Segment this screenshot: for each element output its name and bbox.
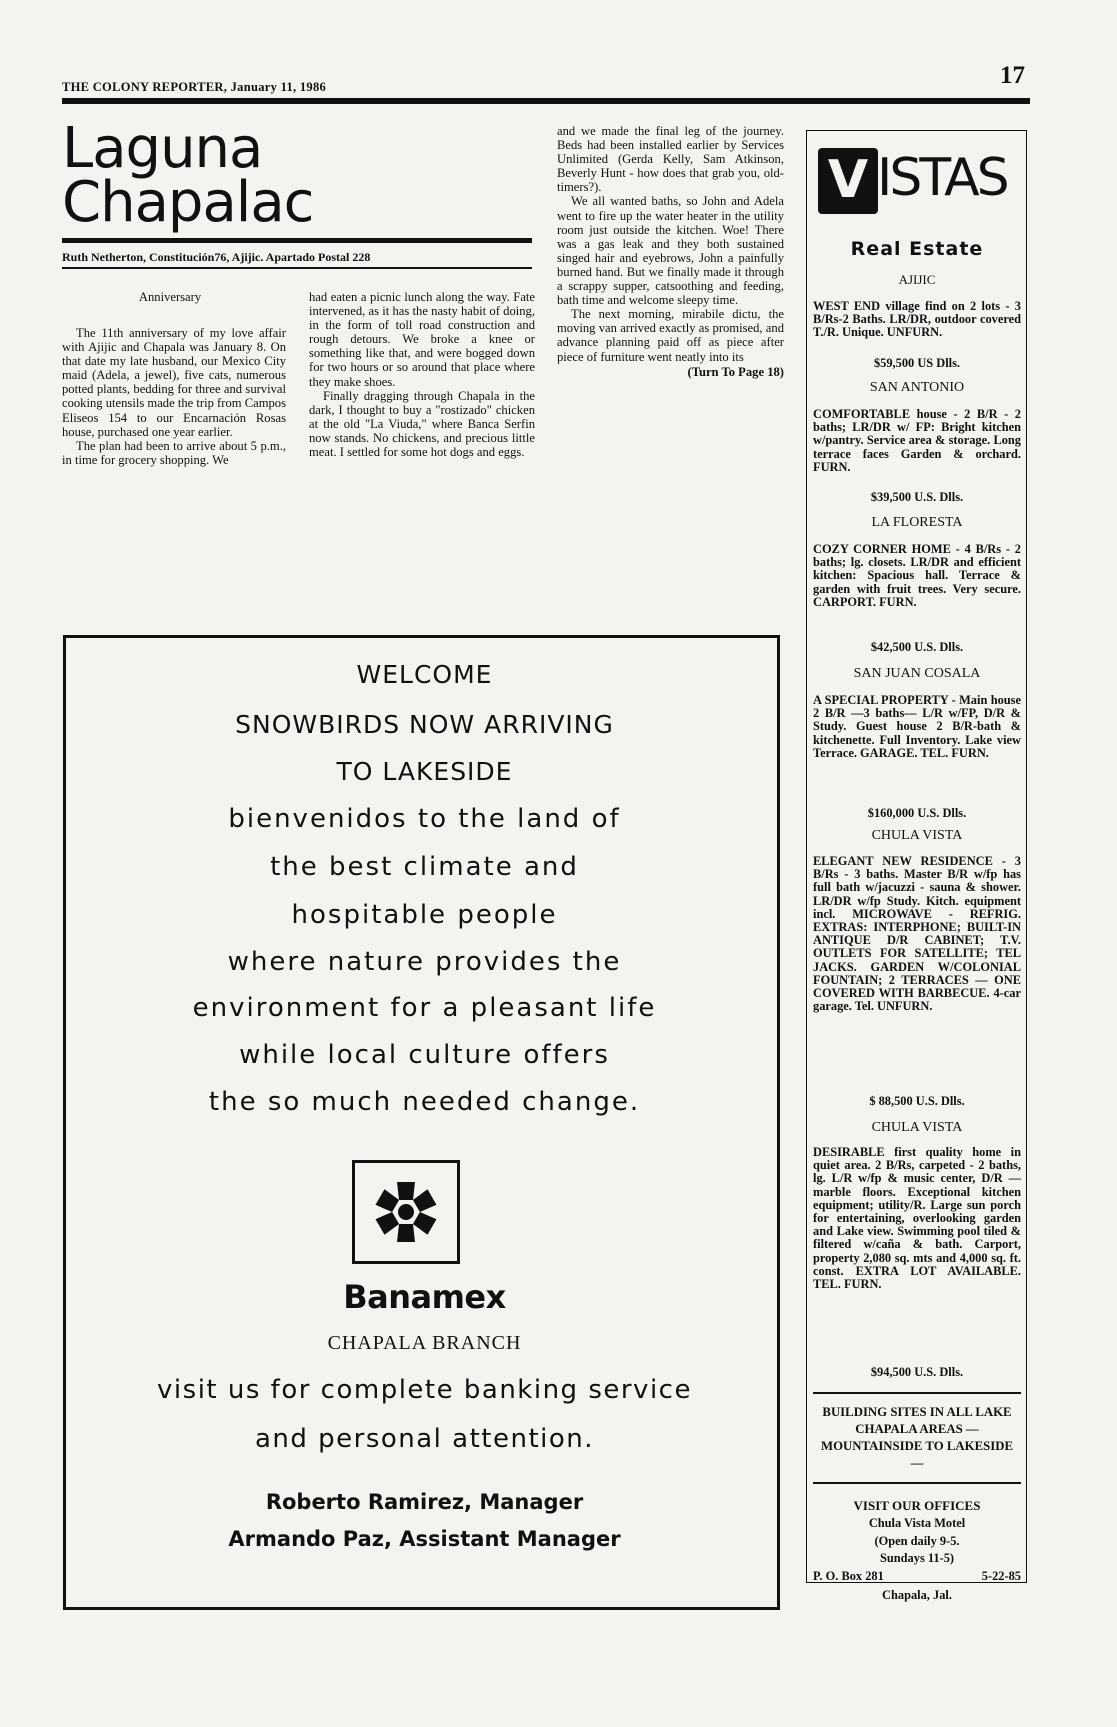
listing-price: $ 88,500 U.S. Dlls. [869,1094,965,1108]
office-town: Chapala, Jal. [882,1588,952,1602]
listing-price: $59,500 US Dlls. [873,356,961,370]
listing-text: WEST END village find on 2 lots - 3 B/Rs-2 Baths. LR/DR, outdoor covered T./R. Unique. UNFURN. [813,299,1021,340]
vistas-divider [813,1482,1021,1484]
listing-text: COMFORTABLE house - 2 B/R - 2 baths; LR/DR w/ FP: Bright kitchen w/pantry. Service area & storage. Long terrace faces Garden & orchard. FURN. [813,407,1021,474]
listing-area: LA FLORESTA [871,515,963,530]
byline-rule [62,267,532,269]
listing-area: SAN JUAN COSALA [853,666,981,681]
ad-service-line: and personal attention. [254,1424,595,1454]
article-continuation: (Turn To Page 18) [687,364,784,379]
listing-text: DESIRABLE first quality home in quiet area. 2 B/Rs, carpeted - 2 baths, lg. L/R w/fp & music center, D/R — marble floors. Exceptional kitchen equipment; utility/R. Large sun porch for entertaining, overlooking garden and Lake view. Swimming pool tiled & filtered w/caña & bath. Carport, property 2,080 sq. mts and 4,000 sq. ft. const. EXTRA LOT AVAILABLE. TEL. FURN. [813,1145,1021,1292]
banamex-ad [63,635,780,1610]
listing-area: SAN ANTONIO [869,380,965,395]
ad-service-line: visit us for complete banking service [157,1375,692,1405]
column-title-line2: Chapalac [62,170,314,235]
vistas-logo-letter: V [827,150,869,210]
ad-slogan-line: the so much needed change. [208,1087,641,1117]
ad-manager: Roberto Ramirez, Manager [265,1490,584,1514]
article-paragraph: The 11th anniversary of my love affair with Ajijic and Chapala was January 8. On that date my late husband, our Mexico City maid (Adela, a jewel), five cats, numerous potted plants, bedding for three and survival cooking utensils made the trip from Campos Eliseos 154 to our Encarnación Rosas house, purchased one year earlier. [62,326,286,439]
banamex-logo-icon [352,1160,460,1264]
vistas-logo-mark [818,148,878,214]
ad-slogan-line: bienvenidos to the land of [228,804,621,834]
ad-snowbirds: SNOWBIRDS NOW ARRIVING [235,710,614,739]
column-title-rule [62,238,532,243]
ad-slogan-line: environment for a pleasant life [192,993,657,1023]
ad-welcome: WELCOME [356,660,493,689]
office-hours-sunday: Sundays 11-5) [879,1551,955,1565]
bank-name: Banamex [343,1278,506,1316]
column-title-line1: Laguna [62,116,263,181]
masthead-rule [62,98,1030,104]
page-number: 17 [1000,62,1025,89]
ad-assistant-manager: Armando Paz, Assistant Manager [228,1527,621,1551]
vistas-divider [813,1392,1021,1394]
po-box-line [813,1569,1021,1584]
listing-area: AJIJIC [898,272,936,287]
listing-price: $42,500 U.S. Dlls. [870,640,964,654]
listing-text: A SPECIAL PROPERTY - Main house 2 B/R —3 baths— L/R w/FP, D/R & Study. Guest house 2 B/R-bath & kitchenette. Full Inventory. Lake view Terrace. GARAGE. TEL. FURN. [813,693,1021,760]
article-paragraph: Finally dragging through Chapala in the dark, I thought to buy a "rostizado" chicken at the old "La Viuda," where Banca Serfin now stands. No chickens, and precious little meat. I settled for some hot dogs and eggs. [309,388,535,460]
ad-slogan-line: while local culture offers [239,1040,610,1070]
listing-text: ELEGANT NEW RESIDENCE - 3 B/Rs - 3 baths. Master B/R w/fp has full bath w/jacuzzi - sauna & shower. LR/DR w/fp Study. Kitch. equipment incl. MICROWAVE - REFRIG. EXTRAS: INTERPHONE; BUILT-IN ANTIQUE D/R CABINET; T.V. OUTLETS FOR SATELLITE; TEL JACKS. GARDEN W/COLONIAL FOUNTAIN; 2 TERRACES — ONE COVERED WITH BARBECUE. 4-car garage. Tel. UNFURN. [813,854,1021,1014]
article-paragraph: had eaten a picnic lunch along the way. Fate intervened, as it has the nasty habit of doing, in the form of toll road construction and rough detours. We broke a knee or something like that, and were bogged down for two hours or so around that place where they make shoes. [309,290,535,389]
byline: Ruth Netherton, Constitución76, Ajijic. Apartado Postal 228 [62,250,371,264]
article-paragraph: We all wanted baths, so John and Adela went to fire up the water heater in the utility room just outside the kitchen. Woe! There was a gas leak and they both sustained singed hair and eyebrows, John a painfully burned hand. But we finally made it through a scrappy supper, catsoothing and feeding, bath time and welcome sleepy time. [557,194,784,308]
listing-price: $160,000 U.S. Dlls. [867,806,967,820]
masthead-title: THE COLONY REPORTER, January 11, 1986 [62,80,327,94]
listing-price: $39,500 U.S. Dlls. [870,490,964,504]
listing-text: COZY CORNER HOME - 4 B/Rs - 2 baths; lg. closets. LR/DR and efficient kitchen: Spacious hall. Terrace & garden with fruit trees. Very secure. CARPORT. FURN. [813,542,1021,609]
office-motel: Chula Vista Motel [868,1516,966,1530]
article-paragraph: and we made the final leg of the journey. Beds had been installed earlier by Services Unlimited (Gerda Kelly, Sam Atkinson, Beverly Hunt - how does that grab you, old-timers?). [557,124,784,195]
po-box: P. O. Box 281 [813,1569,884,1583]
listing-area: CHULA VISTA [871,1120,963,1135]
vistas-logo [813,146,1021,222]
article-heading: Anniversary [138,290,202,304]
banamex-emblem-icon [355,1163,457,1261]
ad-slogan-line: hospitable people [291,900,558,930]
visit-offices: VISIT OUR OFFICES [853,1498,981,1513]
ad-lakeside: TO LAKESIDE [336,757,513,786]
article-paragraph: The next morning, mirabile dictu, the moving van arrived exactly as promised, and advance planning paid off as piece after piece of furniture went neatly into its [557,307,784,364]
vistas-subtitle: Real Estate [850,238,984,260]
vistas-logo-text: ISTAS [877,148,1007,208]
article-column-3 [557,124,784,379]
ad-slogan-line: where nature provides the [227,947,622,977]
office-hours: (Open daily 9-5. [874,1534,960,1548]
listing-price: $94,500 U.S. Dlls. [870,1365,964,1379]
branch-name: CHAPALA BRANCH [327,1332,522,1354]
building-sites: BUILDING SITES IN ALL LAKE CHAPALA AREAS — MOUNTAINSIDE TO LAKESIDE — [820,1405,1013,1470]
ad-slogan-line: the best climate and [270,852,579,882]
listing-area: CHULA VISTA [871,828,963,843]
article-column-1 [62,326,286,467]
article-column-2 [309,290,535,459]
article-paragraph: The plan had been to arrive about 5 p.m., in time for grocery shopping. We [62,438,286,467]
ad-reference-code: 5-22-85 [981,1569,1021,1583]
column-title [62,116,314,235]
